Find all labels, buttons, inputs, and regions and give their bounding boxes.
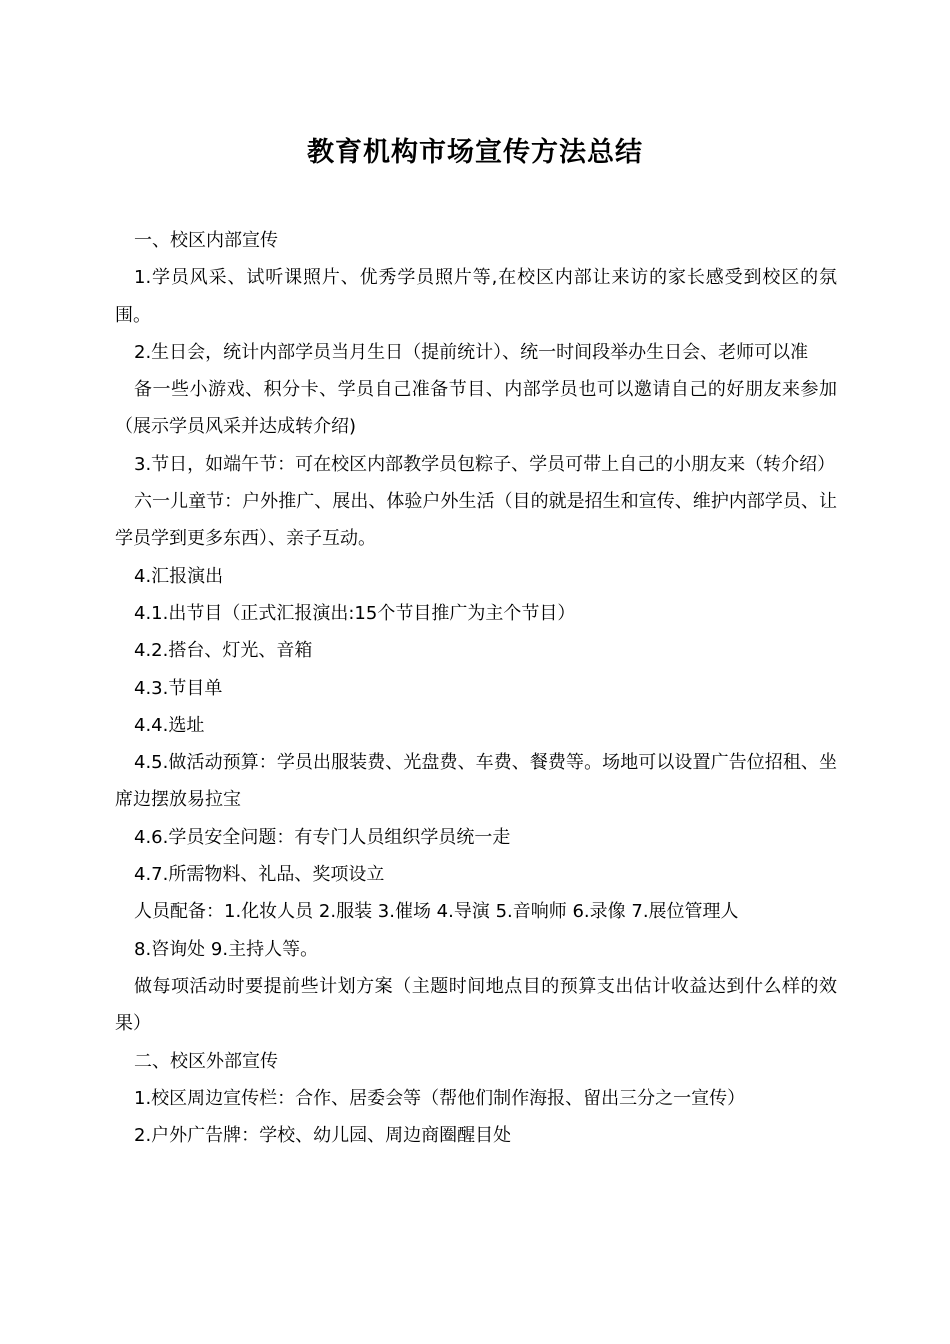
paragraph: 六一儿童节：户外推广、展出、体验户外生活（目的就是招生和宣传、维护内部学员、让学员学到更多东西）、亲子互动。 [115,491,837,550]
paragraph: 人员配备：1.化妆人员 2.服装 3.催场 4.导演 5.音响师 6.录像 7.展位管理人 [134,901,739,923]
paragraph: 2.户外广告牌：学校、幼儿园、周边商圈醒目处 [134,1125,512,1147]
paragraph: 备一些小游戏、积分卡、学员自己准备节目、内部学员也可以邀请自己的好朋友来参加（展示学员风采并达成转介绍) [115,379,837,438]
document-body [115,222,837,1154]
paragraph: 4.汇报演出 [134,565,224,587]
paragraph: 8.咨询处 9.主持人等。 [134,938,319,960]
paragraph: 4.3.节目单 [134,677,223,699]
paragraph: 1.学员风采、试听课照片、优秀学员照片等,在校区内部让来访的家长感受到校区的氛围。 [115,267,837,326]
paragraph: 4.2.搭台、灯光、音箱 [134,640,313,662]
section-heading-internal: 一、校区内部宣传 [134,230,278,251]
paragraph: 4.7.所需物料、礼品、奖项设立 [134,864,385,886]
paragraph: 4.6.学员安全问题：有专门人员组织学员统一走 [134,826,511,848]
paragraph: 3.节日，如端午节：可在校区内部教学员包粽子、学员可带上自己的小朋友来（转介绍） [134,453,836,475]
document-title: 教育机构市场宣传方法总结 [307,137,643,168]
paragraph: 2.生日会，统计内部学员当月生日（提前统计）、统一时间段举办生日会、老师可以准 [134,341,809,363]
paragraph: 1.校区周边宣传栏：合作、居委会等（帮他们制作海报、留出三分之一宣传） [134,1087,746,1109]
paragraph: 4.4.选址 [134,714,205,736]
paragraph: 4.5.做活动预算：学员出服装费、光盘费、车费、餐费等。场地可以设置广告位招租、坐席边摆放易拉宝 [115,752,837,811]
paragraph: 4.1.出节目（正式汇报演出:15个节目推广为主个节目） [134,602,576,624]
paragraph: 做每项活动时要提前些计划方案（主题时间地点目的预算支出估计收益达到什么样的效果） [115,975,837,1035]
section-heading-external: 二、校区外部宣传 [134,1050,278,1072]
